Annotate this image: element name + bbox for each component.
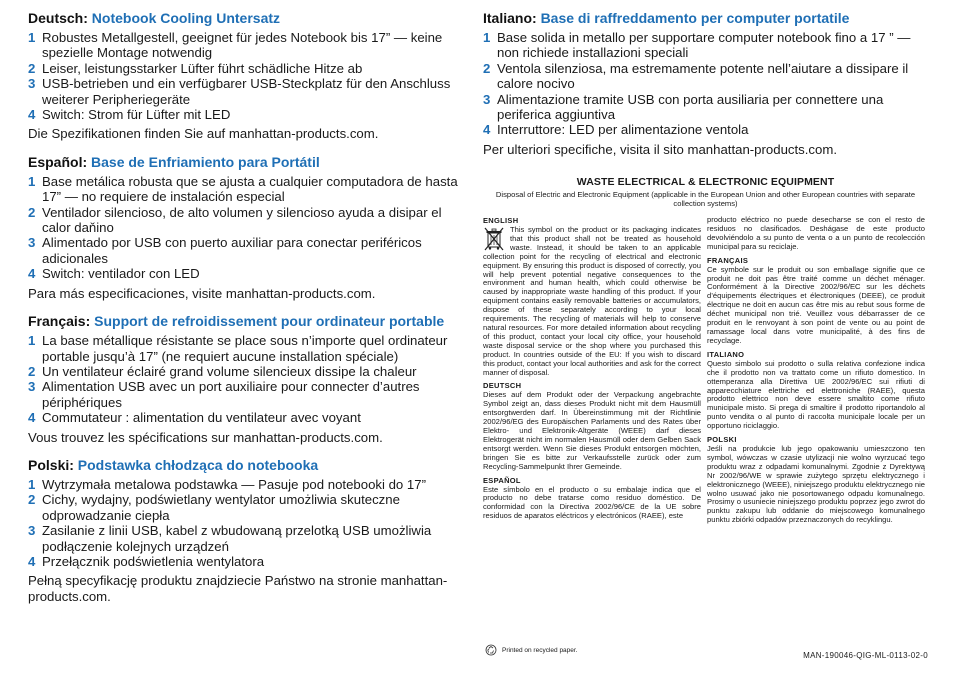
list-item — [28, 174, 468, 205]
lang-label-english: ENGLISH — [483, 216, 519, 225]
item-text: Switch: Strom für Lüfter mit LED — [42, 107, 231, 123]
section-title — [28, 10, 468, 27]
item-number: 3 — [28, 523, 36, 539]
section-1 — [28, 154, 468, 301]
item-text: Alimentado por USB con puerto auxiliar para conectar periféricos adicionales — [42, 235, 422, 266]
item-number: 1 — [28, 173, 36, 189]
weee-column-right — [707, 216, 925, 525]
section-title — [483, 10, 928, 27]
item-number: 4 — [28, 553, 36, 569]
item-number: 1 — [28, 30, 36, 45]
item-text: Un ventilateur éclairé grand volume silencieux dissipe la chaleur — [42, 363, 417, 379]
crossed-bin-icon — [483, 226, 505, 252]
section-0 — [28, 10, 468, 142]
section-lang: Español: — [28, 153, 88, 170]
section-title — [28, 313, 468, 330]
item-text: Wytrzymała metalowa podstawka — Pasuje pod notebooki do 17” — [42, 476, 426, 492]
item-text: Cichy, wydajny, podświetlany wentylator umożliwia skuteczne odprowadzanie ciepła — [42, 492, 400, 523]
feature-list — [28, 30, 468, 122]
list-item — [28, 523, 468, 554]
recycled-paper-note — [485, 644, 578, 656]
left-column — [28, 10, 468, 616]
item-text: Base solida in metallo per supportare computer notebook fino a 17 ” — non richiede installazioni speciali — [497, 30, 911, 61]
feature-list — [483, 30, 928, 138]
item-number: 1 — [483, 30, 491, 45]
lang-label-francais: FRANÇAIS — [707, 255, 749, 265]
item-number: 2 — [483, 60, 491, 76]
right-column — [483, 10, 928, 169]
weee-text-espanol: Este símbolo en el producto o su embalaje indica que el producto no debe tratarse como residuo doméstico. De conformidad con la Directiva 2002/96/CE de la UE sobre residuos de aparatos eléctricos y electrónicos (RAEE), este — [483, 484, 701, 521]
item-number: 4 — [28, 107, 36, 123]
weee-text-english — [483, 226, 701, 377]
item-number: 1 — [28, 333, 36, 349]
list-item — [483, 61, 928, 92]
list-item — [28, 205, 468, 236]
section-subtitle: Notebook Cooling Untersatz — [91, 10, 281, 26]
item-text: Switch: ventilador con LED — [42, 266, 200, 282]
spec-note: Vous trouvez les spécifications sur manhattan-products.com. — [28, 429, 383, 445]
feature-list — [28, 174, 468, 282]
item-number: 3 — [28, 76, 36, 92]
item-number: 2 — [28, 204, 36, 220]
item-number: 4 — [28, 266, 36, 282]
section-italiano — [483, 10, 928, 157]
list-item — [28, 235, 468, 266]
section-lang: Deutsch: — [28, 10, 88, 26]
item-number: 3 — [483, 91, 491, 107]
item-text: Base metálica robusta que se ajusta a cualquier computadora de hasta 17” — no requiere de instalación especial — [42, 173, 458, 205]
spec-note: Pełną specyfikację produktu znajdziecie Państwo na stronie manhattan-products.com. — [28, 573, 448, 604]
weee-notice — [483, 176, 928, 525]
list-item — [28, 364, 468, 379]
item-text: Robustes Metallgestell, geeignet für jedes Notebook bis 17” — keine spezielle Montage notwendig — [42, 30, 443, 61]
list-item — [28, 477, 468, 492]
list-item — [28, 333, 468, 364]
spec-note: Para más especificaciones, visite manhattan-products.com. — [28, 285, 376, 301]
item-number: 4 — [28, 410, 36, 426]
list-item — [483, 92, 928, 123]
weee-title: WASTE ELECTRICAL & ELECTRONIC EQUIPMENT — [576, 176, 835, 188]
weee-column-left — [483, 216, 701, 521]
list-item — [28, 107, 468, 122]
lang-label-polski: POLSKI — [707, 435, 737, 445]
item-text: Alimentation USB avec un port auxiliaire pour connecter d’autres périphériques — [42, 379, 420, 410]
list-item — [28, 379, 468, 410]
item-text: Commutateur : alimentation du ventilateur avec voyant — [42, 410, 361, 426]
item-number: 1 — [28, 476, 36, 492]
item-text: USB-betrieben und ein verfügbarer USB-Steckplatz für den Anschluss weiterer Peripheriegeräte — [42, 76, 451, 107]
list-item — [28, 266, 468, 281]
list-item — [28, 76, 468, 107]
section-subtitle: Support de refroidissement pour ordinateur portable — [94, 313, 445, 330]
item-text: Alimentazione tramite USB con porta ausiliaria per connettere una periferica aggiuntiva — [497, 91, 884, 123]
item-text: Interruttore: LED per alimentazione ventola — [497, 122, 749, 138]
item-number: 2 — [28, 60, 36, 76]
feature-list — [28, 333, 468, 425]
weee-text-polski: Jeśli na produkcie lub jego opakowaniu umieszczono ten symbol, wówczas w czasie utylizacji nie wolno wyrzucać tego produktu wraz z odpadami komunalnymi. Zgodnie z Dyrektywą Nr 2002/96/WE w sprawie zużytego sprzętu elektrycznego i elektronicznego (WEEE), niniejszego produktu elektrycznego nie wolno usuwać jako nie posortowanego odpadu komunalnego. Prosimy o usuniecie niniejszego produktu poprzez jego zwrot do punktu zakupu lub oddanie do miejscowego komunalnego punktu zbiórki odpadów przeznaczonych do recyklingu. — [707, 444, 925, 525]
section-lang: Polski: — [28, 456, 74, 473]
weee-text-italiano: Questo simbolo sui prodotto o sulla relativa confezione indica che il prodotto non va trattato come un rifiuto domestico. In ottemperanza alla Direttiva UE 2002/96/EC sui rifiuti di apparecchiature elettriche ed elettroniche (RAEE), questa prodotto elettrico non deve essere smaltito come rifiuto municipale misto. Si prega di smaltire il prodotto riportandolo al punto vendita o al punto di raccolta municipale locale per un opportuno riciclaggio. — [707, 358, 925, 431]
section-subtitle: Podstawka chłodząca do notebooka — [77, 456, 319, 473]
english-body: This symbol on the product or its packaging indicates that this product shall not be treated as household waste. Instead, it should be taken to an applicable collection point for the recycling of electrical and electronic equipment. By ensuring this product is disposed of correctly, you will help prevent potential negative consequences to the environment and human health, which could otherwise be caused by inappropriate waste handling of this product. If your equipment contains easily removable batteries or accumulators, dispose of these separately according to your local requirements. The recycling of materials will help to conserve natural resources. For more detailed information about recycling of this product, contact your local city office, your household waste disposal service or the shop where you purchased this product. In countries outside of the EU: If you wish to discard this product, contact your local authorities and ask for the correct manner of disposal. — [483, 225, 701, 377]
list-item — [28, 61, 468, 76]
section-3 — [28, 457, 468, 604]
item-text: Zasilanie z linii USB, kabel z wbudowaną przelotką USB umożliwia podłączenie kolejnych urządzeń — [42, 523, 432, 554]
spec-note: Per ulteriori specifiche, visita il sito manhattan-products.com. — [483, 141, 838, 157]
list-item — [28, 410, 468, 425]
lang-label-espanol: ESPAÑOL — [483, 475, 521, 485]
section-lang: Italiano: — [483, 10, 537, 26]
weee-text-deutsch: Dieses auf dem Produkt oder der Verpackung angebrachte Symbol zeigt an, dass dieses Produkt nicht mit dem Hausmüll entsorgtwerden darf. In Übereinstimmung mit der Richtlinie 2002/96/EG des Europäischen Parlaments und des Rates über Elektro- und Elektronik-Altgeräte (WEEE) darf dieses Elektrogerät nicht im normalen Hausmüll oder dem Gelben Sack entsorgt werden. Wenn Sie dieses Produkt entsorgen möchten, bringen Sie es bitte zur Verkaufsstelle zurück oder zum Recycling-Sammelpunkt Ihrer Gemeinde. — [483, 390, 701, 471]
weee-subtitle: Disposal of Electric and Electronic Equipment (applicable in the European Union and other European countries with separate collection systems) — [495, 190, 916, 208]
document-code: MAN-190046-QIG-ML-0113-02-0 — [803, 651, 928, 660]
lang-label-deutsch: DEUTSCH — [483, 381, 522, 391]
item-text: La base métallique résistante se place sous n’importe quel ordinateur portable jusqu’à 17” (ne requiert aucune installation spéciale) — [42, 333, 448, 364]
spec-note: Die Spezifikationen finden Sie auf manhattan-products.com. — [28, 126, 379, 142]
weee-text-francais: Ce symbole sur le produit ou son emballage signifie que ce produit ne doit pas être traité comme un déchet ménager. Conformément à la Directive 2002/96/EC sur les déchets d’équipements électriques et électroniques (DEEE), ce produit électrique ne doit en aucun cas être mis au rebut sous forme de déchet municipal non trié. Veuillez vous débarrasser de ce produit en le renvoyant à son point de vente ou au point de ramassage local dans votre municipalité, à des fins de recyclage. — [707, 264, 925, 345]
recycled-text: Printed on recycled paper. — [502, 646, 578, 654]
item-number: 3 — [28, 379, 36, 395]
item-number: 2 — [28, 492, 36, 508]
section-lang: Français: — [28, 313, 91, 330]
section-subtitle: Base di raffreddamento per computer portatile — [540, 10, 850, 26]
section-title — [28, 154, 468, 171]
weee-text-espanol-continued: producto eléctrico no puede desecharse se con el resto de residuos no clasificados. Deshágase de este producto devolviéndolo a su punto de venta o a un punto de recolección municipal para su reciclaje. — [707, 215, 925, 251]
item-number: 4 — [483, 122, 491, 138]
feature-list — [28, 477, 468, 569]
section-subtitle: Base de Enfriamiento para Portátil — [91, 153, 320, 170]
item-number: 2 — [28, 363, 36, 379]
item-number: 3 — [28, 235, 36, 251]
item-text: Przełącznik podświetlenia wentylatora — [42, 553, 265, 569]
section-title — [28, 457, 468, 474]
item-text: Ventola silenziosa, ma estremamente potente nell’aiutare a dissipare il calore nocivo — [497, 60, 909, 92]
list-item — [483, 122, 928, 137]
section-2 — [28, 313, 468, 445]
lang-label-italiano: ITALIANO — [707, 349, 745, 359]
list-item — [28, 492, 468, 523]
list-item — [28, 30, 468, 61]
list-item — [28, 554, 468, 569]
item-text: Leiser, leistungsstarker Lüfter führt schädliche Hitze ab — [42, 60, 363, 76]
item-text: Ventilador silencioso, de alto volumen y silencioso ayuda a disipar el calor daňino — [42, 204, 442, 236]
list-item — [483, 30, 928, 61]
recycle-icon — [485, 644, 497, 656]
